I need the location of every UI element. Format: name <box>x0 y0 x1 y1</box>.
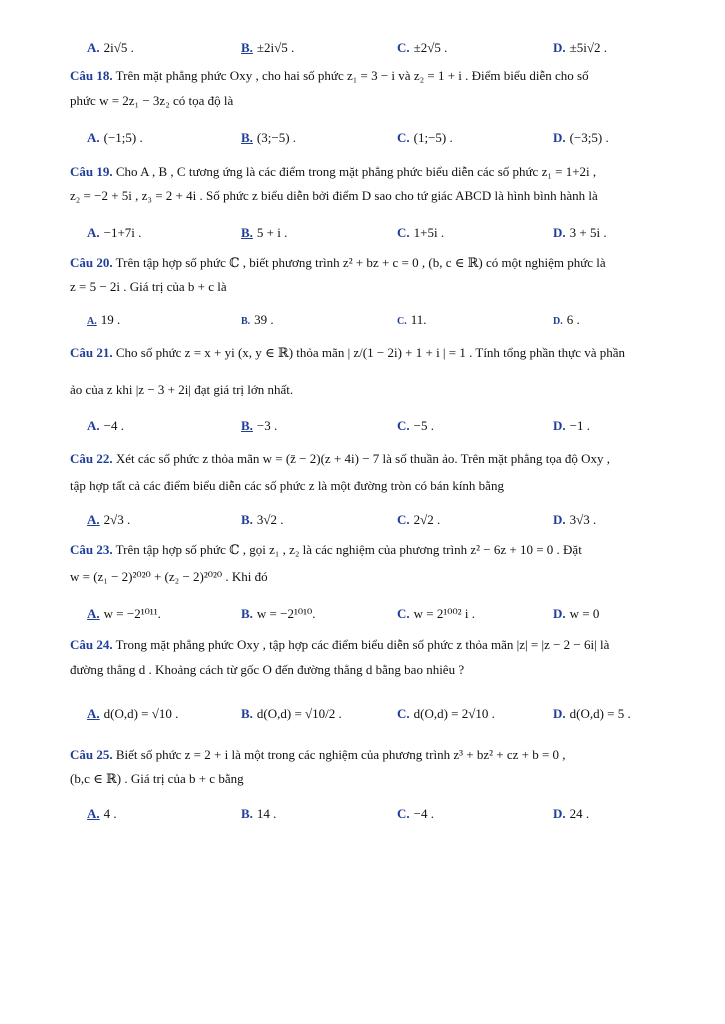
option-letter: B. <box>241 806 253 821</box>
question-21-option-d <box>553 415 590 437</box>
option-value: d(O,d) = √10 . <box>103 706 179 721</box>
question-18-option-a <box>87 127 143 149</box>
previous-question-options <box>0 37 725 59</box>
option-letter: B. <box>241 316 251 327</box>
question-23-text: w = (z₁ − 2)²⁰²⁰ + (z₂ − 2)²⁰²⁰ . Khi đó <box>70 569 268 584</box>
question-18-label: Câu 18. <box>70 68 113 83</box>
previous-question-option-b <box>241 37 294 59</box>
option-value: 39 . <box>254 312 274 327</box>
option-value: w = 0 <box>569 606 600 621</box>
question-23-option-c <box>397 603 475 625</box>
option-value: 3√3 . <box>569 512 597 527</box>
question-18-line-2 <box>70 92 700 110</box>
question-22-option-d <box>553 509 596 531</box>
option-value: 14 . <box>256 806 277 821</box>
option-letter: B. <box>241 606 253 621</box>
question-25-option-d <box>553 803 589 825</box>
option-letter: A. <box>87 40 100 55</box>
option-value: (−3;5) . <box>569 130 609 145</box>
question-24-option-a <box>87 703 178 725</box>
option-letter: C. <box>397 418 410 433</box>
question-18-option-c <box>397 127 453 149</box>
question-24-option-c <box>397 703 495 725</box>
option-value: (1;−5) . <box>413 130 453 145</box>
option-value: −1+7i . <box>103 225 142 240</box>
option-value: 6 . <box>566 312 580 327</box>
option-value: d(O,d) = 2√10 . <box>413 706 495 721</box>
option-letter: A. <box>87 706 100 721</box>
option-letter: D. <box>553 512 566 527</box>
option-letter: C. <box>397 316 407 327</box>
option-letter: D. <box>553 316 563 327</box>
question-19-options <box>0 222 725 244</box>
question-19-text: z₂ = −2 + 5i , z₃ = 2 + 4i . Số phức z biểu diễn bởi điểm D sao cho tứ giác ABCD là hình bình hành là <box>70 188 598 203</box>
previous-question-option-d <box>553 37 607 59</box>
question-19-option-b <box>241 222 287 244</box>
question-22-line-2 <box>70 477 700 495</box>
question-25-line-2 <box>70 770 700 788</box>
question-24-label: Câu 24. <box>70 637 113 652</box>
question-25-option-b <box>241 803 276 825</box>
option-letter: D. <box>553 606 566 621</box>
option-letter: C. <box>397 806 410 821</box>
option-letter: D. <box>553 130 566 145</box>
question-19-label: Câu 19. <box>70 164 113 179</box>
question-21-line-2 <box>70 381 700 399</box>
option-value: (−1;5) . <box>103 130 143 145</box>
question-21-option-b <box>241 415 277 437</box>
option-value: 3 + 5i . <box>569 225 607 240</box>
question-20-option-b <box>241 309 274 333</box>
option-letter: B. <box>241 40 253 55</box>
question-21-label: Câu 21. <box>70 345 113 360</box>
question-20-label: Câu 20. <box>70 255 113 270</box>
option-letter: B. <box>241 225 253 240</box>
option-value: 4 . <box>103 806 117 821</box>
question-24-line-2 <box>70 661 700 679</box>
option-value: 2i√5 . <box>103 40 134 55</box>
previous-question-option-c <box>397 37 447 59</box>
question-21-text: Cho số phức z = x + yi (x, y ∈ ℝ) thỏa mãn | z/(1 − 2i) + 1 + i | = 1 . Tính tổng phần thực và phần <box>115 345 626 360</box>
question-23-label: Câu 23. <box>70 542 113 557</box>
option-letter: C. <box>397 606 410 621</box>
question-23-text: Trên tập hợp số phức ℂ , gọi z₁ , z₂ là các nghiệm của phương trình z² − 6z + 10 = 0 . Đặt <box>115 542 582 557</box>
option-value: −4 . <box>413 806 434 821</box>
option-letter: A. <box>87 130 100 145</box>
question-21-line-1 <box>70 344 700 362</box>
option-letter: B. <box>241 418 253 433</box>
question-19-option-d <box>553 222 607 244</box>
question-18-text: Trên mặt phẳng phức Oxy , cho hai số phức z₁ = 3 − i và z₂ = 1 + i . Điểm biểu diễn cho số <box>115 68 589 83</box>
option-letter: A. <box>87 806 100 821</box>
question-24-text: Trong mặt phẳng phức Oxy , tập hợp các điểm biểu diễn số phức z thỏa mãn |z| = |z − 2 − 6i| là <box>115 637 610 652</box>
question-23-options <box>0 603 725 625</box>
option-letter: A. <box>87 606 100 621</box>
option-value: d(O,d) = √10/2 . <box>256 706 342 721</box>
option-letter: A. <box>87 316 97 327</box>
option-letter: D. <box>553 706 566 721</box>
question-24-options <box>0 703 725 725</box>
question-25-option-a <box>87 803 117 825</box>
question-21-text: ảo của z khi |z − 3 + 2i| đạt giá trị lớn nhất. <box>70 382 294 397</box>
question-23-option-b <box>241 603 315 625</box>
option-letter: C. <box>397 225 410 240</box>
option-letter: C. <box>397 706 410 721</box>
question-21-option-c <box>397 415 434 437</box>
question-20-line-2 <box>70 278 700 296</box>
question-18-option-b <box>241 127 296 149</box>
question-20-option-a <box>87 309 120 333</box>
option-letter: C. <box>397 512 410 527</box>
option-value: −3 . <box>256 418 278 433</box>
option-letter: A. <box>87 225 100 240</box>
question-22-text: Xét các số phức z thỏa mãn w = (z̄ − 2)(z + 4i) − 7 là số thuần ảo. Trên mặt phẳng tọa độ Oxy , <box>115 451 611 466</box>
option-value: 2√3 . <box>103 512 131 527</box>
question-22-option-a <box>87 509 130 531</box>
option-letter: B. <box>241 512 253 527</box>
option-value: w = −2¹⁰¹¹. <box>103 606 161 621</box>
option-letter: D. <box>553 225 566 240</box>
question-20-options <box>0 309 725 331</box>
question-22-option-b <box>241 509 284 531</box>
question-25-text: (b,c ∈ ℝ) . Giá trị của b + c bằng <box>70 771 244 786</box>
question-24-text: đường thẳng d . Khoảng cách từ gốc O đến đường thẳng d bằng bao nhiêu ? <box>70 662 465 677</box>
question-23-line-1 <box>70 541 700 559</box>
option-value: ±5i√2 . <box>569 40 608 55</box>
option-value: −1 . <box>569 418 590 433</box>
option-value: ±2√5 . <box>413 40 448 55</box>
option-letter: D. <box>553 418 566 433</box>
question-23-option-d <box>553 603 599 625</box>
question-22-options <box>0 509 725 531</box>
option-value: 1+5i . <box>413 225 445 240</box>
option-letter: C. <box>397 130 410 145</box>
question-21-options <box>0 415 725 437</box>
question-20-option-d <box>553 309 580 333</box>
question-23-line-2 <box>70 568 700 586</box>
option-value: (3;−5) . <box>256 130 297 145</box>
option-letter: D. <box>553 40 566 55</box>
question-21-option-a <box>87 415 124 437</box>
option-letter: B. <box>241 706 253 721</box>
question-19-line-1 <box>70 163 700 181</box>
question-25-options <box>0 803 725 825</box>
option-letter: D. <box>553 806 566 821</box>
option-value: ±2i√5 . <box>256 40 295 55</box>
question-20-line-1 <box>70 254 700 272</box>
question-25-option-c <box>397 803 434 825</box>
question-18-option-d <box>553 127 609 149</box>
question-20-text: Trên tập hợp số phức ℂ , biết phương trình z² + bz + c = 0 , (b, c ∈ ℝ) có một nghiệm phức là <box>115 255 606 270</box>
question-20-option-c <box>397 309 427 333</box>
question-25-label: Câu 25. <box>70 747 113 762</box>
option-value: 2√2 . <box>413 512 441 527</box>
question-18-options <box>0 127 725 149</box>
option-letter: A. <box>87 512 100 527</box>
question-24-line-1 <box>70 636 700 654</box>
question-22-line-1 <box>70 450 700 468</box>
question-19-text: Cho A , B , C tương ứng là các điểm trong mặt phẳng phức biểu diễn các số phức z₁ = 1+2i , <box>115 164 597 179</box>
option-value: 24 . <box>569 806 590 821</box>
option-letter: B. <box>241 130 253 145</box>
question-18-line-1 <box>70 67 700 85</box>
option-value: d(O,d) = 5 . <box>569 706 631 721</box>
question-24-option-d <box>553 703 631 725</box>
option-value: w = −2¹⁰¹⁰. <box>256 606 316 621</box>
question-22-option-c <box>397 509 440 531</box>
previous-question-option-a <box>87 37 134 59</box>
question-18-text: phức w = 2z₁ − 3z₂ có tọa độ là <box>70 93 234 108</box>
question-19-option-a <box>87 222 141 244</box>
question-24-option-b <box>241 703 342 725</box>
option-value: 11. <box>410 312 427 327</box>
question-22-text: tập hợp tất cả các điểm biểu diễn các số phức z là một đường tròn có bán kính bằng <box>70 478 504 493</box>
question-25-text: Biết số phức z = 2 + i là một trong các nghiệm của phương trình z³ + bz² + cz + b = 0 , <box>115 747 566 762</box>
option-value: 3√2 . <box>256 512 284 527</box>
question-20-text: z = 5 − 2i . Giá trị của b + c là <box>70 279 227 294</box>
question-19-line-2 <box>70 187 700 205</box>
question-23-option-a <box>87 603 161 625</box>
option-value: 5 + i . <box>256 225 288 240</box>
question-25-line-1 <box>70 746 700 764</box>
option-letter: C. <box>397 40 410 55</box>
question-19-option-c <box>397 222 444 244</box>
option-letter: A. <box>87 418 100 433</box>
option-value: w = 2¹⁰⁰² i . <box>413 606 475 621</box>
question-22-label: Câu 22. <box>70 451 113 466</box>
option-value: −4 . <box>103 418 124 433</box>
option-value: 19 . <box>100 312 121 327</box>
option-value: −5 . <box>413 418 434 433</box>
